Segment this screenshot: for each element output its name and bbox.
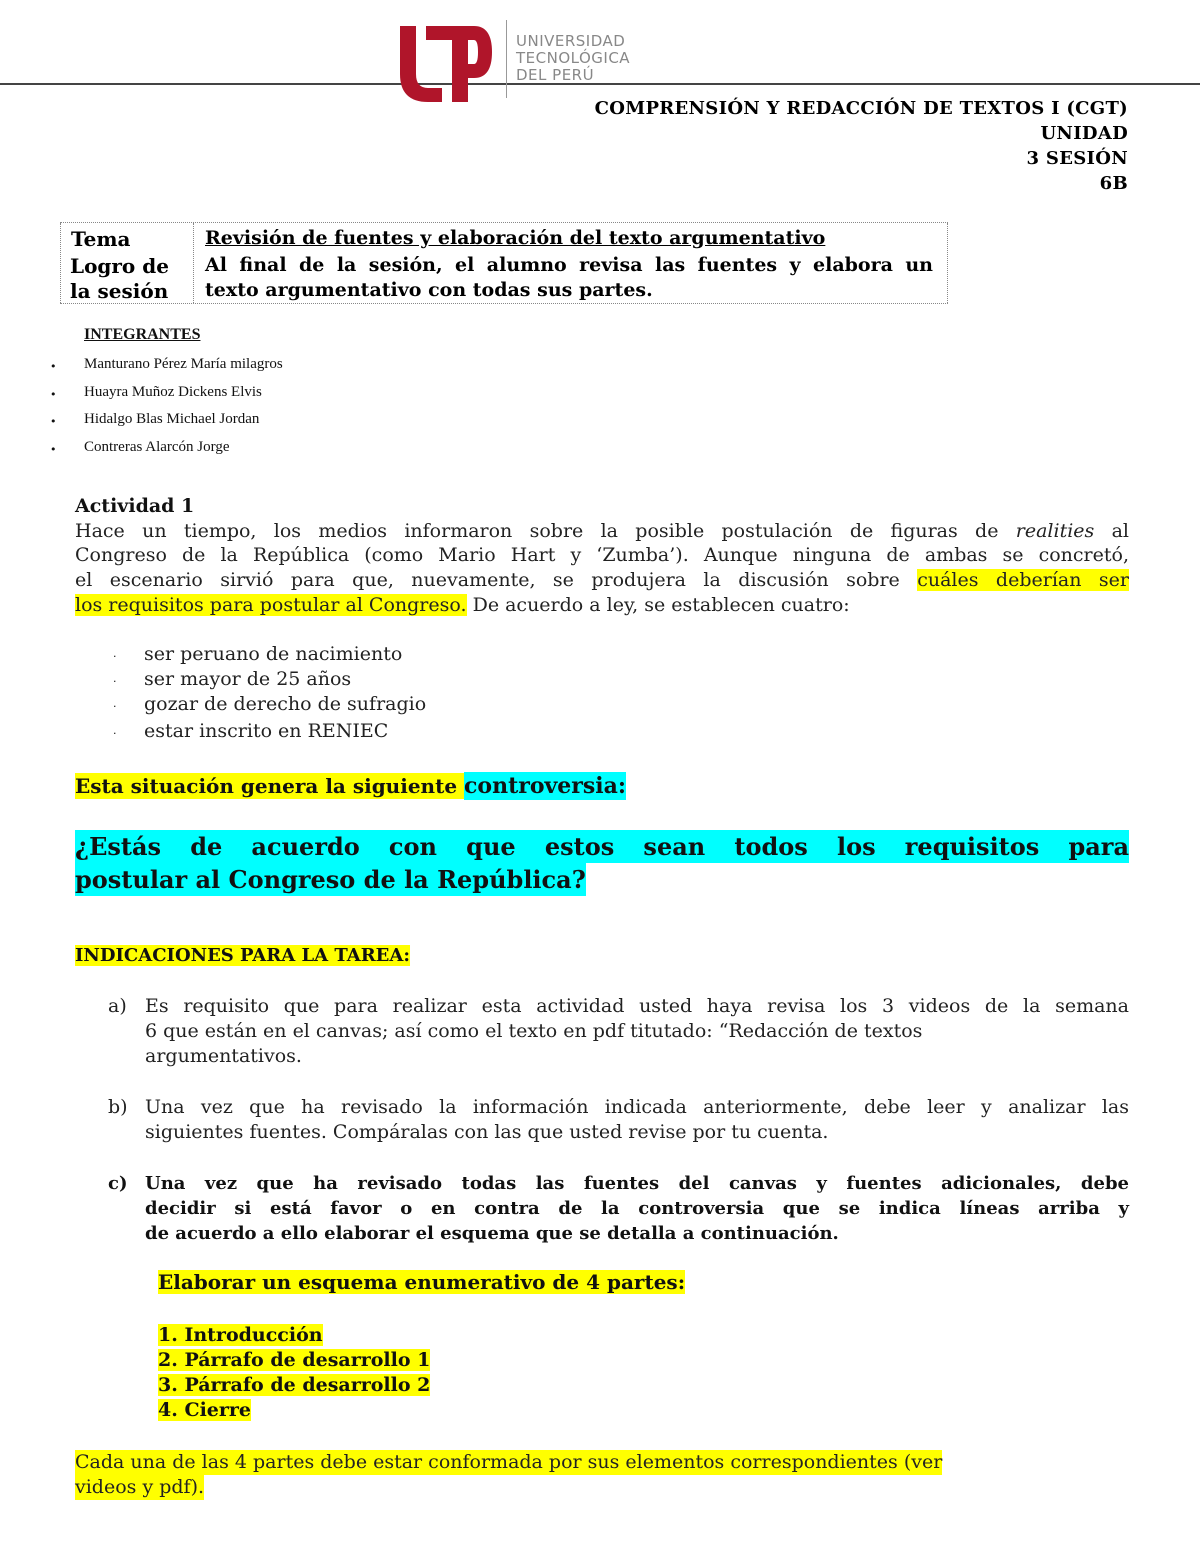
logro-label: la sesión [70, 279, 169, 303]
utp-logo-icon [396, 22, 496, 106]
integrantes-title: INTEGRANTES [84, 326, 201, 343]
logro-value: texto argumentativo con todas sus partes. [205, 279, 653, 301]
session-label: 3 SESIÓN [1026, 148, 1128, 169]
logo-line: DEL PERÚ [516, 66, 595, 84]
item-line: siguientes fuentes. Compáralas con las que usted revise por tu cuenta. [145, 1121, 829, 1143]
text-run: el escenario sirvió para que, nuevamente, se produjera la discusión sobre [75, 569, 918, 591]
italic-run: realities [1015, 520, 1095, 542]
bullet: · [113, 727, 117, 740]
bullet: • [50, 360, 57, 373]
item-line: argumentativos. [145, 1045, 302, 1067]
item-line: Una vez que ha revisado la información indicada anteriormente, debe leer y analizar las [145, 1096, 1129, 1118]
activity-paragraph-line: Congreso de la República (como Mario Hart y ‘Zumba’). Aunque ninguna de ambas se concretó, [75, 544, 1129, 566]
logo-wordmark [516, 33, 630, 84]
requirement-item: estar inscrito en RENIEC [144, 720, 389, 742]
tema-value: Revisión de fuentes y elaboración del texto argumentativo [205, 227, 826, 249]
course-title: COMPRENSIÓN Y REDACCIÓN DE TEXTOS I (CGT) [594, 98, 1128, 119]
highlighted-run: Esta situación genera la siguiente [75, 774, 465, 798]
closing-note-line: Cada una de las 4 partes debe estar conformada por sus elementos correspondientes (ver [75, 1451, 943, 1473]
indication-item [108, 994, 1129, 1069]
highlighted-run: controversia: [464, 773, 626, 799]
item-line: Es requisito que para realizar esta actividad usted haya revisa los 3 videos de la semana [145, 995, 1129, 1017]
bullet: · [113, 650, 117, 663]
member-item: Manturano Pérez María milagros [84, 356, 283, 372]
text-run: al [1094, 520, 1130, 542]
logo-divider [506, 20, 507, 98]
controversy-question-line: postular al Congreso de la República? [75, 865, 586, 894]
indication-item [108, 1095, 1129, 1145]
highlighted-run: los requisitos para postular al Congreso. [75, 594, 467, 616]
controversy-question-line: ¿Estás de acuerdo con que estos sean todos los requisitos para [75, 832, 1129, 861]
requirement-item: ser peruano de nacimiento [144, 643, 403, 665]
requirement-item: ser mayor de 25 años [144, 668, 352, 690]
item-marker: b) [108, 1096, 128, 1118]
requirement-item: gozar de derecho de sufragio [144, 693, 427, 715]
indication-item [108, 1171, 1129, 1246]
item-marker: a) [108, 995, 127, 1017]
unit-label: UNIDAD [1040, 123, 1128, 144]
bullet: · [113, 700, 117, 713]
member-item: Hidalgo Blas Michael Jordan [84, 411, 260, 427]
bullet: • [50, 443, 57, 456]
item-line: Una vez que ha revisado todas las fuentes del canvas y fuentes adicionales, debe [145, 1173, 1129, 1194]
indications-title: INDICACIONES PARA LA TAREA: [75, 945, 410, 966]
bullet: • [50, 388, 57, 401]
bullet: • [50, 415, 57, 428]
scheme-part: 3. Párrafo de desarrollo 2 [158, 1374, 431, 1396]
controversy-heading [75, 773, 626, 799]
scheme-part: 1. Introducción [158, 1324, 323, 1346]
scheme-part: 2. Párrafo de desarrollo 1 [158, 1349, 431, 1371]
activity-paragraph-line [75, 568, 1129, 593]
activity-paragraph-line [75, 593, 1129, 618]
item-line: 6 que están en el canvas; así como el texto en pdf titutado: “Redacción de textos [145, 1020, 923, 1042]
scheme-title: Elaborar un esquema enumerativo de 4 partes: [158, 1270, 686, 1294]
member-item: Huayra Muñoz Dickens Elvis [84, 384, 262, 400]
text-run: Hace un tiempo, los medios informaron sobre la posible postulación de figuras de [75, 520, 1016, 542]
group-label: 6B [1099, 173, 1128, 194]
text-run: De acuerdo a ley, se establecen cuatro: [466, 594, 850, 616]
member-item: Contreras Alarcón Jorge [84, 439, 230, 455]
item-line: de acuerdo a ello elaborar el esquema que se detalla a continuación. [145, 1223, 839, 1244]
bullet: · [113, 675, 117, 688]
activity-title: Actividad 1 [75, 495, 195, 517]
logo-line: TECNOLÓGICA [516, 49, 631, 67]
tema-label: Tema [71, 227, 131, 251]
item-line: decidir si está favor o en contra de la controversia que se indica líneas arriba y [145, 1198, 1129, 1219]
highlighted-run: cuáles deberían ser [917, 569, 1129, 591]
logro-value: Al final de la sesión, el alumno revisa las fuentes y elabora un [205, 254, 933, 276]
scheme-part: 4. Cierre [158, 1399, 251, 1421]
logo-line: UNIVERSIDAD [516, 32, 626, 50]
activity-paragraph-line [75, 519, 1129, 544]
session-info-table [60, 222, 948, 304]
logro-label: Logro de [70, 254, 169, 278]
item-marker: c) [108, 1173, 128, 1194]
closing-note-line: videos y pdf). [75, 1476, 205, 1498]
